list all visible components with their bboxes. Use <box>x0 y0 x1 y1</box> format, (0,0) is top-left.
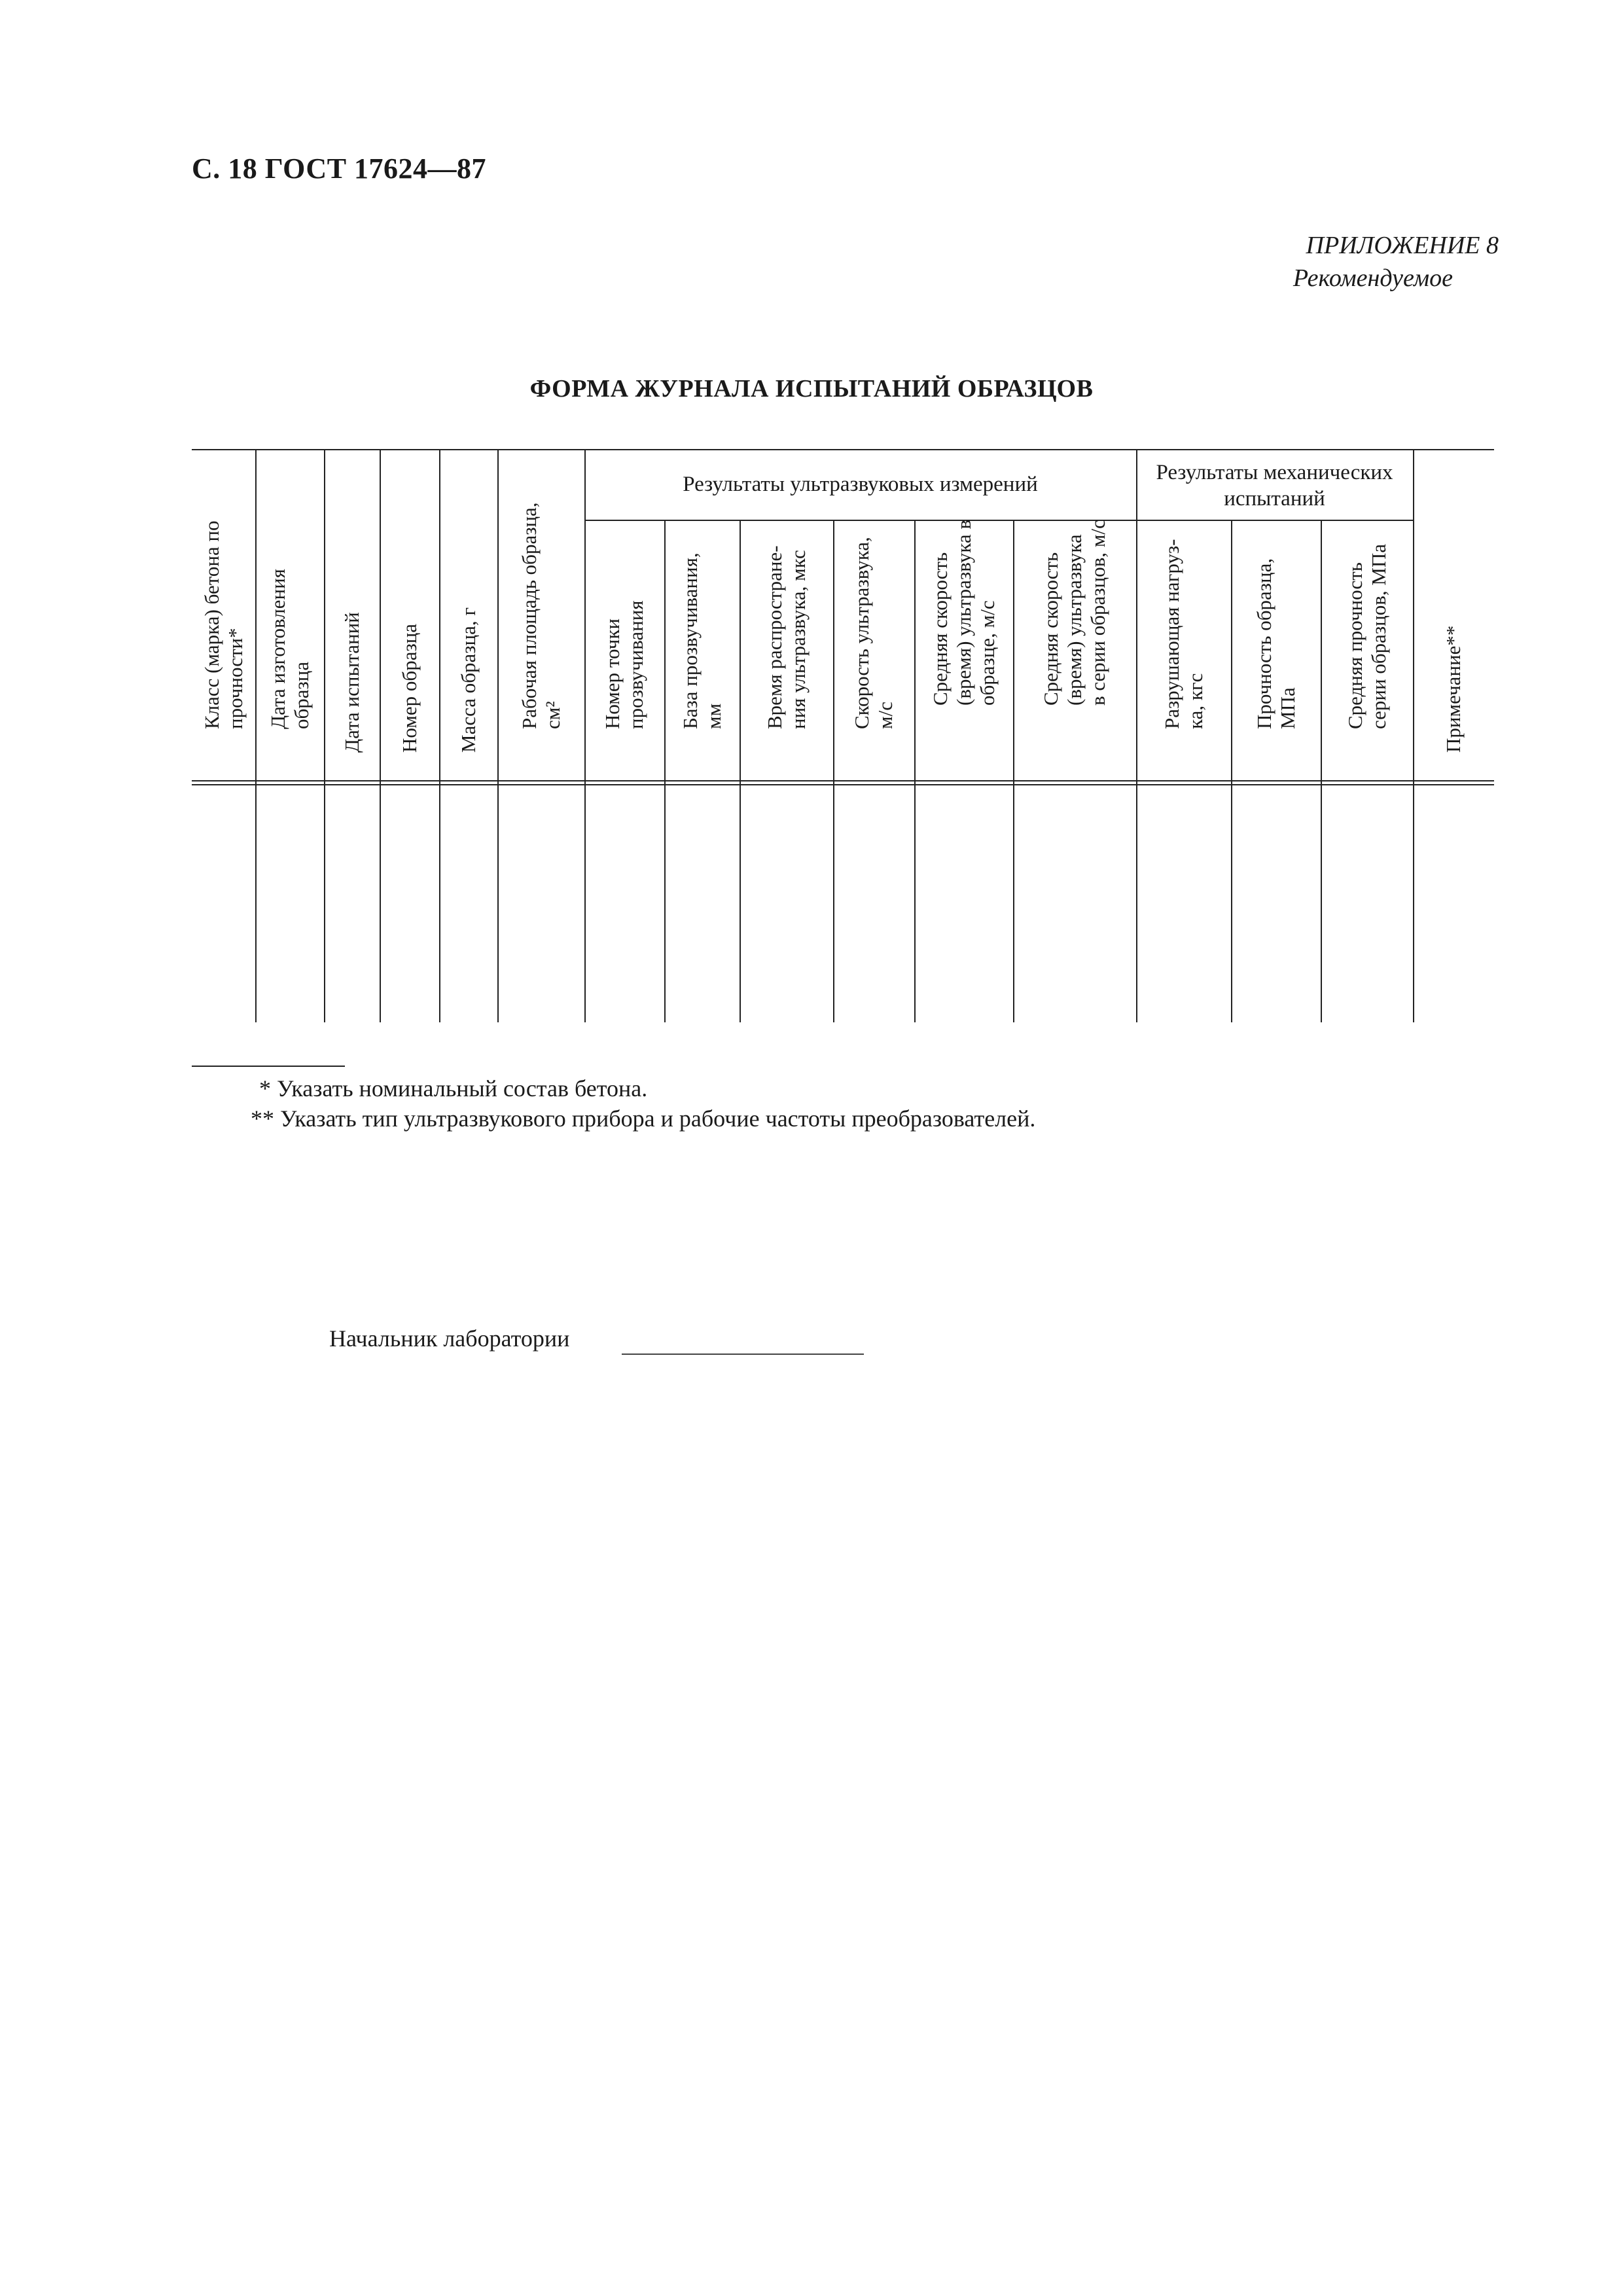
column-header-propagation-time <box>740 522 833 776</box>
signature-label: Начальник лаборатории <box>329 1325 570 1352</box>
column-header-line: Масса образца, г <box>456 607 480 753</box>
column-header-line: МПа <box>1275 687 1299 729</box>
appendix-block <box>1293 229 1499 295</box>
mechanical-group-line-2: испытаний <box>1224 487 1325 511</box>
column-header-avg-speed-series <box>1013 522 1136 776</box>
column-header-line: м/с <box>874 702 897 729</box>
column-header-line: База прозвучивания, <box>678 552 702 729</box>
column-header-line: (время) ультразвука в <box>952 520 975 706</box>
column-header-line: в серии образцов, м/с <box>1086 520 1109 706</box>
column-header-line: Примечание** <box>1442 625 1465 753</box>
column-header-line: мм <box>702 703 725 729</box>
column-header-line: Номер образца <box>397 623 421 753</box>
column-header-line: серии образцов, МПа <box>1366 543 1390 729</box>
column-header-line: см² <box>541 701 564 729</box>
header-divider-top <box>192 780 1494 781</box>
footnote-1: * Указать номинальный состав бетона. <box>259 1075 648 1102</box>
column-header-line: ния ультразвука, мкс <box>786 550 810 729</box>
mechanical-group-header <box>1136 459 1413 512</box>
column-header-sample-mass <box>439 449 497 776</box>
footnote-2: ** Указать тип ультразвукового прибора и рабочие частоты преобразователей. <box>251 1105 1036 1132</box>
column-header-test-date <box>324 449 380 776</box>
column-header-manufacture-date <box>255 449 324 776</box>
column-header-line: Номер точки <box>601 618 624 729</box>
column-header-sample-number <box>380 449 439 776</box>
mechanical-group-underline <box>1136 520 1413 521</box>
mechanical-group-line-1: Результаты механических <box>1156 461 1393 484</box>
appendix-label: ПРИЛОЖЕНИЕ 8 <box>1306 232 1499 259</box>
appendix-status: Рекомендуемое <box>1293 264 1453 292</box>
ultrasonic-group-header: Результаты ультразвуковых измерений <box>683 473 1038 496</box>
column-header-line: Время распростране- <box>762 545 786 729</box>
column-header-line: Прочность образца, <box>1252 558 1275 729</box>
column-header-line: Скорость ультразвука, <box>850 537 873 729</box>
column-header-line: Рабочая площадь образца, <box>517 502 541 729</box>
column-header-line: ка, кгс <box>1183 673 1207 729</box>
column-header-working-area <box>497 449 584 776</box>
column-header-line: (время) ультразвука <box>1063 534 1086 706</box>
column-header-line: Средняя скорость <box>928 552 952 706</box>
column-header-line: образце, м/с <box>975 600 999 706</box>
column-header-note <box>1413 449 1494 776</box>
column-header-line: Класс (марка) бетона по <box>200 520 223 729</box>
column-header-breaking-load <box>1136 522 1231 776</box>
column-header-line: прозвучивания <box>624 600 647 729</box>
page-header: С. 18 ГОСТ 17624—87 <box>192 152 487 185</box>
column-header-line: Средняя скорость <box>1039 552 1062 706</box>
column-header-ultrasound-speed <box>833 522 914 776</box>
test-log-table <box>192 449 1494 1022</box>
column-header-line: прочности* <box>223 628 247 729</box>
column-header-avg-strength-series <box>1321 522 1413 776</box>
column-header-point-number <box>584 522 664 776</box>
column-header-line: Дата испытаний <box>340 612 363 753</box>
footnote-separator <box>192 1066 345 1067</box>
column-header-avg-speed-sample <box>914 522 1013 776</box>
column-header-line: Разрушающая нагруз- <box>1160 539 1183 729</box>
column-header-concrete-class <box>192 449 255 776</box>
column-header-line: Дата изготовления <box>266 569 289 729</box>
column-header-line: Средняя прочность <box>1343 562 1366 729</box>
header-divider-bottom <box>192 784 1494 785</box>
column-header-sample-strength <box>1231 522 1321 776</box>
column-header-line: образца <box>289 661 313 729</box>
signature-line[interactable] <box>622 1354 864 1355</box>
column-header-sounding-base <box>664 522 740 776</box>
document-title: ФОРМА ЖУРНАЛА ИСПЫТАНИЙ ОБРАЗЦОВ <box>529 375 1094 403</box>
